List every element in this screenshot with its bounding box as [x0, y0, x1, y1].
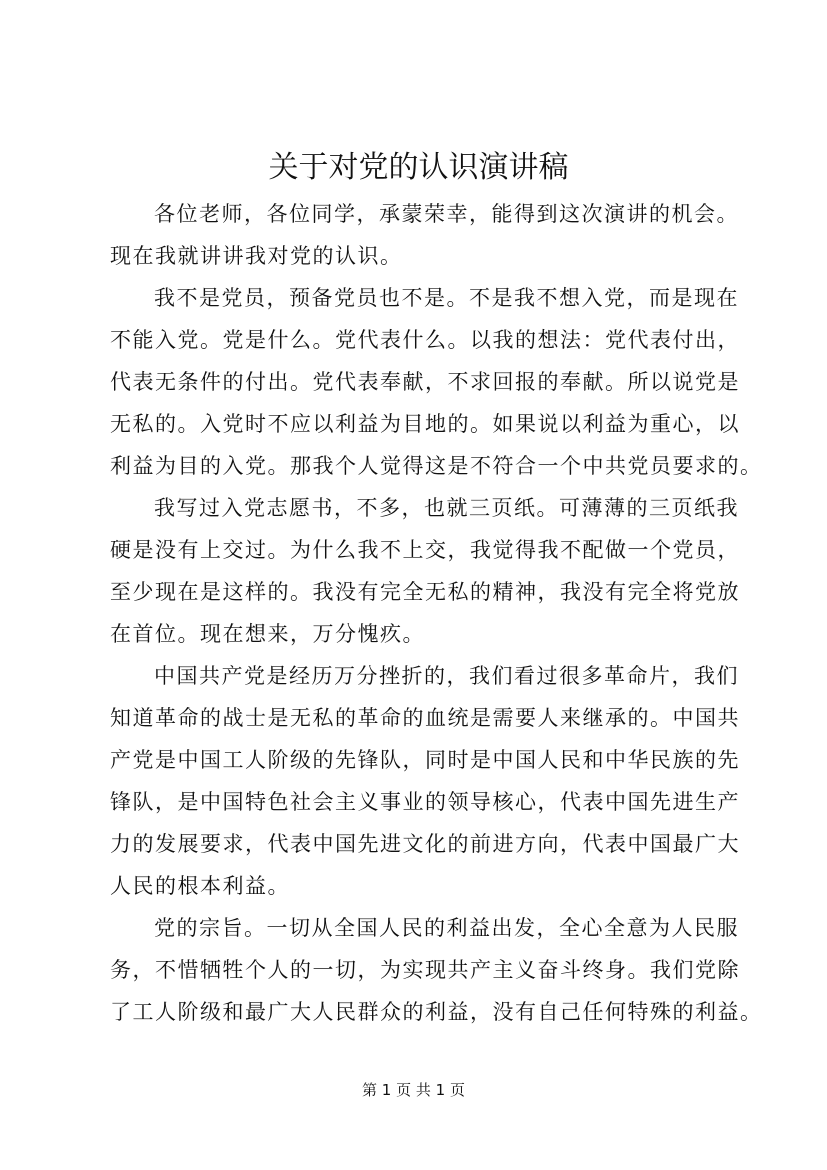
paragraph-2: [110, 277, 763, 487]
text-line: 现在我就讲讲我对党的认识。: [110, 244, 403, 268]
text-line: 了工人阶级和最广大人民群众的利益，没有自己任何特殊的利益。: [110, 1000, 763, 1024]
text-line: 中国共产党是经历万分挫折的，我们看过很多革命片，我们: [154, 664, 739, 688]
text-line: 在首位。现在想来，万分愧疚。: [110, 622, 425, 646]
text-line: 硬是没有上交过。为什么我不上交，我觉得我不配做一个党员，: [110, 538, 740, 562]
text-line: 至少现在是这样的。我没有完全无私的精神，我没有完全将党放: [110, 580, 740, 604]
paragraph-1: [110, 193, 739, 277]
text-line: 代表无条件的付出。党代表奉献，不求回报的奉献。所以说党是: [110, 370, 740, 394]
text-line: 务，不惜牺牲个人的一切，为实现共产主义奋斗终身。我们党除: [110, 958, 740, 982]
text-line: 党的宗旨。一切从全国人民的利益出发，全心全意为人民服: [154, 916, 739, 940]
page-footer: 第 1 页 共 1 页: [362, 1081, 465, 1099]
text-line: 利益为目的入党。那我个人觉得这是不符合一个中共党员要求的。: [110, 454, 763, 478]
text-line: 我写过入党志愿书，不多，也就三页纸。可薄薄的三页纸我: [154, 496, 739, 520]
text-line: 各位老师，各位同学，承蒙荣幸，能得到这次演讲的机会。: [154, 202, 739, 226]
text-line: 锋队，是中国特色社会主义事业的领导核心，代表中国先进生产: [110, 790, 740, 814]
paragraph-3: [110, 487, 740, 655]
text-line: 产党是中国工人阶级的先锋队，同时是中国人民和中华民族的先: [110, 748, 740, 772]
text-line: 知道革命的战士是无私的革命的血统是需要人来继承的。中国共: [110, 706, 740, 730]
paragraph-4: [110, 655, 740, 907]
paragraph-5: [110, 907, 763, 1033]
text-line: 我不是党员，预备党员也不是。不是我不想入党，而是现在: [154, 286, 739, 310]
text-line: 无私的。入党时不应以利益为目地的。如果说以利益为重心，以: [110, 412, 740, 436]
text-line: 不能入党。党是什么。党代表什么。以我的想法：党代表付出，: [110, 328, 740, 352]
document-body: [110, 193, 763, 1033]
document-title: 关于对党的认识演讲稿: [268, 150, 569, 185]
text-line: 力的发展要求，代表中国先进文化的前进方向，代表中国最广大: [110, 832, 740, 856]
text-line: 人民的根本利益。: [110, 874, 290, 898]
